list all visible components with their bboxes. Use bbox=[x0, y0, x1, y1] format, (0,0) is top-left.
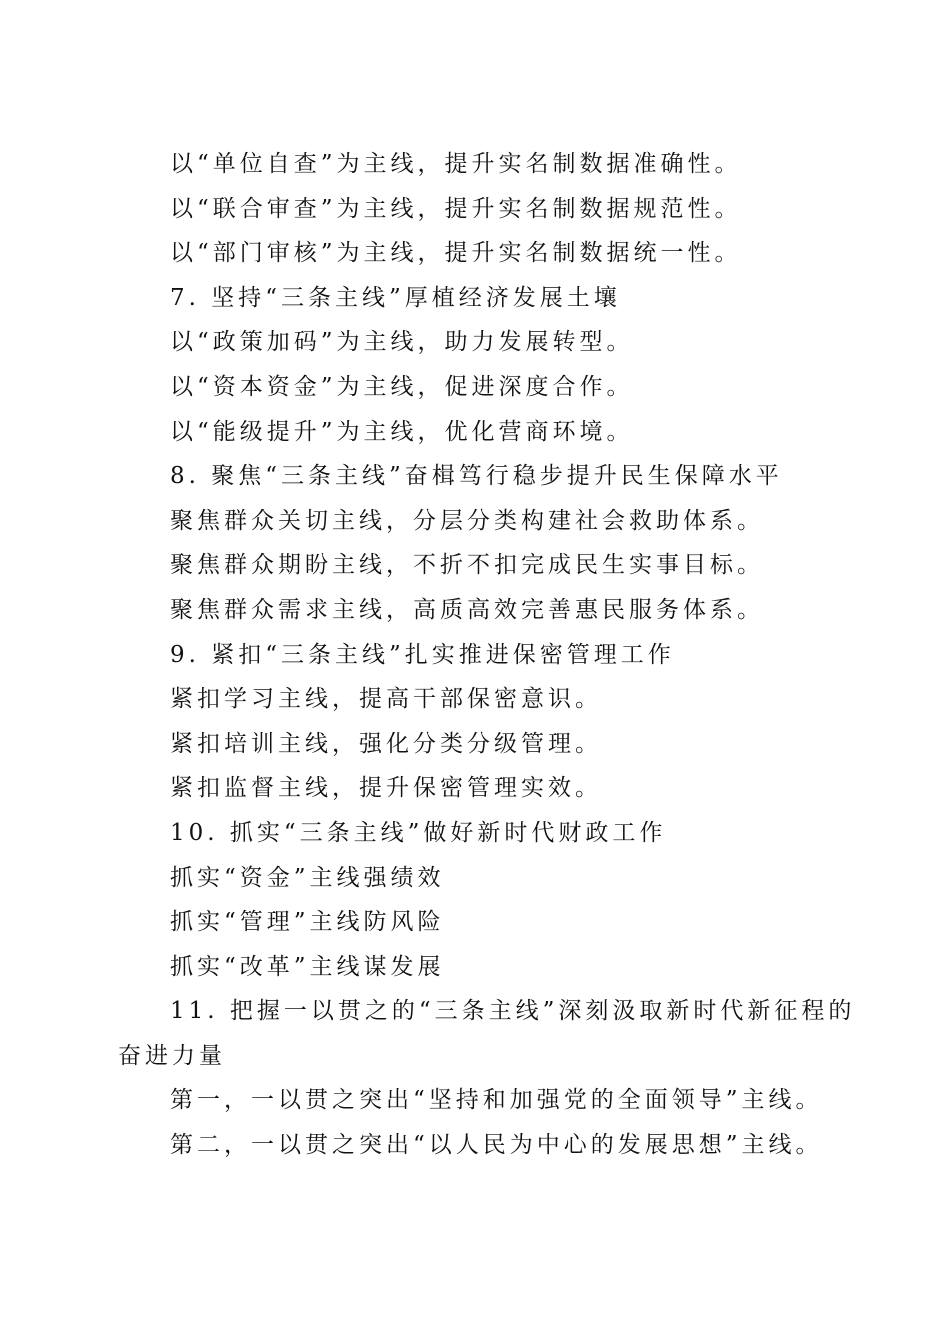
paragraph-line: 聚焦群众需求主线，高质高效完善惠民服务体系。 bbox=[170, 596, 764, 623]
paragraph-line: 紧扣学习主线，提高干部保密意识。 bbox=[170, 686, 602, 713]
paragraph-line: 紧扣培训主线，强化分类分级管理。 bbox=[170, 730, 602, 757]
section-heading-8: 8. 聚焦“三条主线”奋楫笃行稳步提升民生保障水平 bbox=[170, 463, 783, 490]
paragraph-line: 聚焦群众期盼主线，不折不扣完成民生实事目标。 bbox=[170, 552, 764, 579]
document-body bbox=[118, 142, 856, 1168]
paragraph-line: 抓实“资金”主线强绩效 bbox=[170, 864, 445, 891]
section-heading-9: 9. 紧扣“三条主线”扎实推进保密管理工作 bbox=[170, 641, 675, 668]
paragraph-line: 抓实“改革”主线谋发展 bbox=[170, 953, 445, 980]
section-heading-11: 11. 把握一以贯之的“三条主线”深刻汲取新时代新征程的 bbox=[170, 998, 856, 1025]
paragraph-line: 以“能级提升”为主线，优化营商环境。 bbox=[170, 418, 634, 445]
section-heading-7: 7. 坚持“三条主线”厚植经济发展土壤 bbox=[170, 284, 621, 311]
paragraph-line: 以“政策加码”为主线，助力发展转型。 bbox=[170, 329, 634, 356]
paragraph-line: 以“部门审核”为主线，提升实名制数据统一性。 bbox=[170, 240, 742, 267]
paragraph-line: 抓实“管理”主线防风险 bbox=[170, 909, 445, 936]
section-heading-10: 10. 抓实“三条主线”做好新时代财政工作 bbox=[170, 819, 667, 846]
paragraph-line: 第二，一以贯之突出“以人民为中心的发展思想”主线。 bbox=[170, 1132, 823, 1159]
paragraph-line: 聚焦群众关切主线，分层分类构建社会救助体系。 bbox=[170, 507, 764, 534]
paragraph-line: 紧扣监督主线，提升保密管理实效。 bbox=[170, 775, 602, 802]
paragraph-line: 以“资本资金”为主线，促进深度合作。 bbox=[170, 373, 634, 400]
paragraph-line: 以“联合审查”为主线，提升实名制数据规范性。 bbox=[170, 195, 742, 222]
paragraph-line: 第一，一以贯之突出“坚持和加强党的全面领导”主线。 bbox=[170, 1087, 823, 1114]
section-heading-11-continuation: 奋进力量 bbox=[118, 1042, 226, 1069]
paragraph-line: 以“单位自查”为主线，提升实名制数据准确性。 bbox=[170, 151, 742, 177]
